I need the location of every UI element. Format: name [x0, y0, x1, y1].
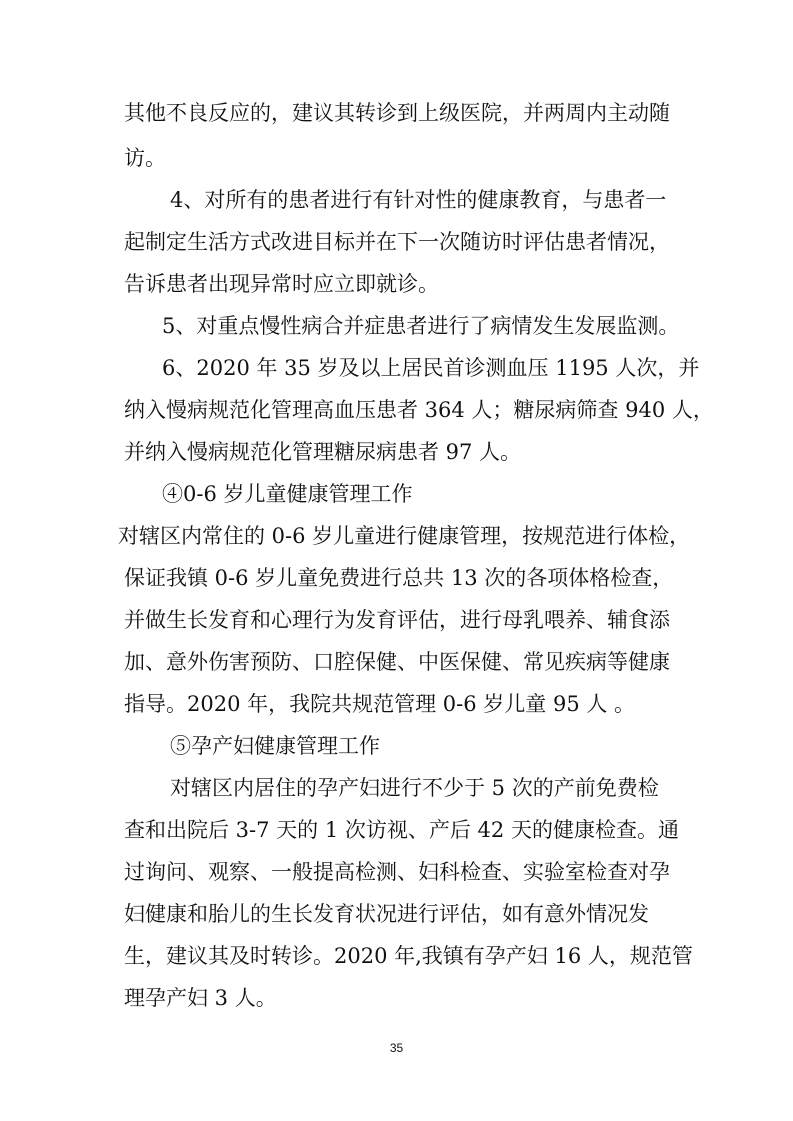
text-line-18: 查和出院后 3-7 天的 1 次访视、产后 42 天的健康检查。通: [124, 818, 679, 842]
text-line-22: 理孕产妇 3 人。: [124, 986, 277, 1010]
text-line-11: 对辖区内常住的 0-6 岁儿童进行健康管理，按规范进行体检，: [118, 524, 691, 548]
section-heading-maternal: ⑤孕产妇健康管理工作: [170, 734, 380, 758]
text-line-14: 加、意外伤害预防、口腔保健、中医保健、常见疾病等健康: [124, 650, 670, 674]
text-line-3: 4、对所有的患者进行有针对性的健康教育，与患者一: [170, 188, 667, 212]
text-line-6: 5、对重点慢性病合并症患者进行了病情发生发展监测。: [162, 314, 680, 338]
text-line-12: 保证我镇 0-6 岁儿童免费进行总共 13 次的各项体格检查，: [124, 566, 674, 590]
section-heading-children: ④0-6 岁儿童健康管理工作: [162, 482, 413, 506]
text-line-17: 对辖区内居住的孕产妇进行不少于 5 次的产前免费检: [170, 776, 659, 800]
text-line-19: 过询问、观察、一般提高检测、妇科检查、实验室检查对孕: [124, 860, 670, 884]
text-line-1: 其他不良反应的，建议其转诊到上级医院，并两周内主动随: [124, 101, 670, 125]
text-line-21: 生，建议其及时转诊。2020 年,我镇有孕产妇 16 人，规范管: [124, 944, 693, 968]
text-line-7: 6、2020 年 35 岁及以上居民首诊测血压 1195 人次，并: [162, 356, 700, 380]
text-line-8: 纳入慢病规范化管理高血压患者 364 人；糖尿病筛查 940 人，: [124, 398, 714, 422]
text-line-4: 起制定生活方式改进目标并在下一次随访时评估患者情况，: [124, 230, 670, 254]
text-line-13: 并做生长发育和心理行为发育评估，进行母乳喂养、辅食添: [124, 608, 670, 632]
text-line-5: 告诉患者出现异常时应立即就诊。: [124, 272, 439, 296]
text-line-15: 指导。2020 年，我院共规范管理 0-6 岁儿童 95 人 。: [124, 692, 636, 716]
page-number: 35: [389, 1041, 404, 1055]
text-line-9: 并纳入慢病规范化管理糖尿病患者 97 人。: [124, 440, 522, 464]
text-line-2: 访。: [124, 146, 166, 170]
text-line-20: 妇健康和胎儿的生长发育状况进行评估，如有意外情况发: [124, 902, 649, 926]
